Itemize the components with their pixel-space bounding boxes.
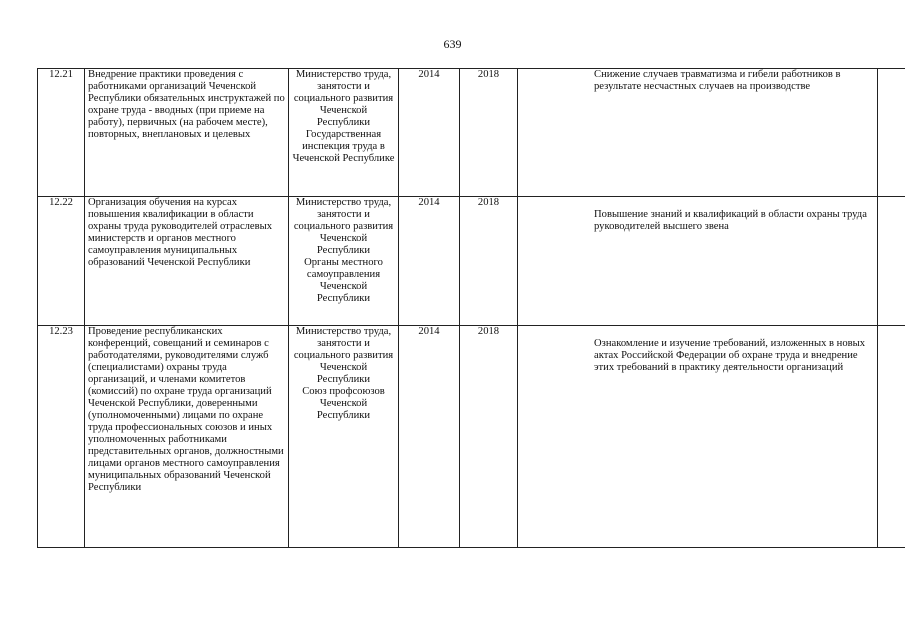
row-number: 12.23 xyxy=(38,326,85,548)
measure-title: Проведение республиканских конференций, совещаний и семинаров с работодателями, руководителями служб (специалистами) охраны труда организаций, и членами комитетов (комиссий) по охране труда организаций Чеченской Республики, доверенными (уполномоченными) лицами по охране труда профессиональных союзов и иных уполномоченных работниками представительных органов, должностными лицами органов местного самоуправления муниципальных образований Чеченской Республики xyxy=(85,326,289,548)
responsible-executor: Союз профсоюзов Чеченской Республики xyxy=(302,386,385,421)
responsible-executor: Министерство труда, занятости и социального развития Чеченской Республики xyxy=(293,197,394,256)
expected-result-text: Ознакомление и изучение требований, изложенных в новых актах Российской Федерации об охране труда и внедрение этих требований в практику деятельности организаций xyxy=(594,338,866,373)
measure-title: Внедрение практики проведения с работниками организаций Чеченской Республики обязательных инструктажей по охране труда - вводных (при приеме на работу), первичных (на рабочем месте), повторных, внеплановых и целевых xyxy=(85,69,289,197)
measure-title: Организация обучения на курсах повышения квалификации в области охраны труда руководителей отраслевых министерств и органов местного самоуправления муниципальных образований Чеченской Республики xyxy=(85,197,289,326)
responsible-executor: Органы местного самоуправления Чеченской Республики xyxy=(304,257,383,304)
notes-cell xyxy=(878,69,905,197)
row-number: 12.21 xyxy=(38,69,85,197)
responsible-executors xyxy=(289,326,399,548)
expected-result xyxy=(518,69,878,197)
end-year: 2018 xyxy=(460,69,518,197)
responsible-executors xyxy=(289,69,399,197)
expected-result-text: Повышение знаний и квалификаций в области охраны труда руководителей высшего звена xyxy=(594,209,867,232)
program-measures-table xyxy=(37,68,905,548)
end-year: 2018 xyxy=(460,197,518,326)
responsible-executors xyxy=(289,197,399,326)
page-number: 639 xyxy=(443,37,462,51)
table-row xyxy=(38,69,905,197)
start-year: 2014 xyxy=(399,69,460,197)
start-year: 2014 xyxy=(399,326,460,548)
expected-result xyxy=(518,326,878,548)
start-year: 2014 xyxy=(399,197,460,326)
table-row xyxy=(38,197,905,326)
end-year: 2018 xyxy=(460,326,518,548)
expected-result-text: Снижение случаев травматизма и гибели работников в результате несчастных случаев на производстве xyxy=(594,69,841,92)
row-number: 12.22 xyxy=(38,197,85,326)
responsible-executor: Министерство труда, занятости и социального развития Чеченской Республики xyxy=(293,326,394,385)
expected-result xyxy=(518,197,878,326)
notes-cell xyxy=(878,326,905,548)
table-row xyxy=(38,326,905,548)
responsible-executor: Министерство труда, занятости и социального развития Чеченской Республики xyxy=(293,69,394,128)
responsible-executor: Государственная инспекция труда в Чеченской Республике xyxy=(292,129,395,164)
notes-cell xyxy=(878,197,905,326)
